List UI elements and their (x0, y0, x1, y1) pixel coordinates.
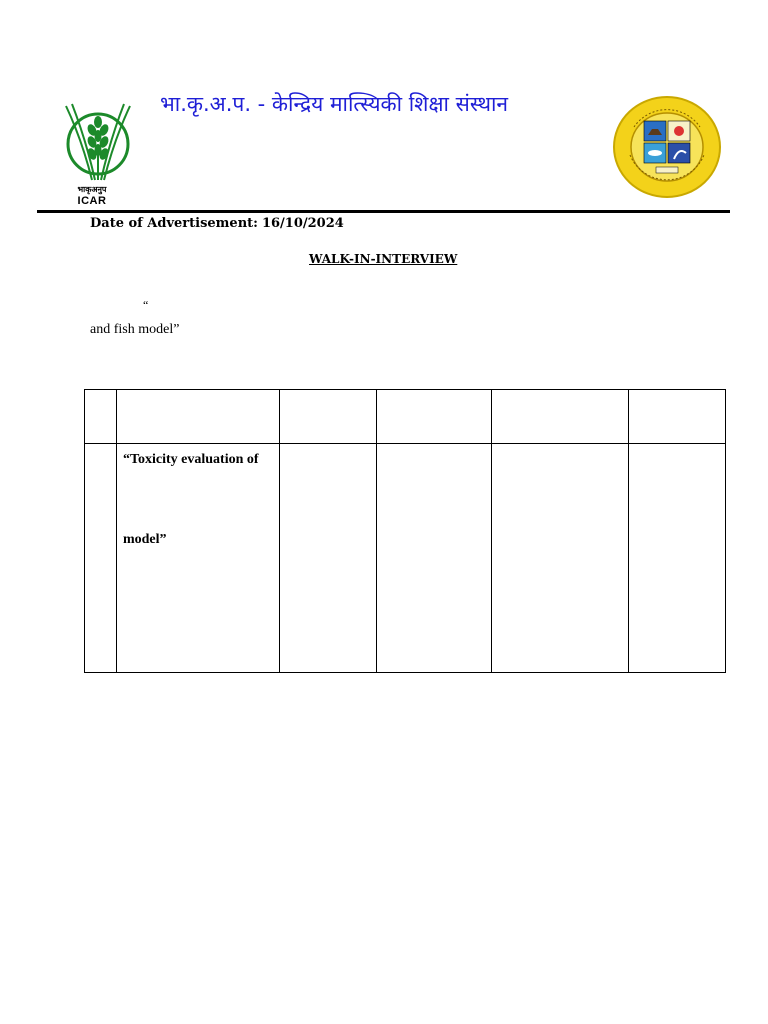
project-title-line2: model” (122, 532, 167, 547)
table-header-cell (492, 390, 629, 444)
table-cell (492, 444, 629, 673)
header-divider (37, 210, 730, 213)
intro-text: and fish model” (90, 322, 180, 337)
institute-title-hindi: भा.कृ.अ.प. - केन्द्रिय मात्स्यिकी शिक्षा संस्थान (160, 92, 509, 116)
table-cell (376, 444, 492, 673)
section-title: WALK-IN-INTERVIEW (309, 252, 458, 266)
table-header-cell (629, 390, 726, 444)
table-header-row (85, 390, 726, 444)
sl-cell (85, 444, 117, 673)
project-title-line1: “Toxicity evaluation of (122, 452, 259, 467)
intro-open-quote: “ (143, 298, 149, 312)
icar-logo (62, 100, 134, 210)
cife-seal-icon (612, 95, 722, 199)
project-cell (116, 444, 279, 673)
icar-logo-hindi-text: भाकृअनुप (77, 185, 107, 194)
table-header-cell (376, 390, 492, 444)
wheat-emblem-icon (62, 100, 134, 184)
advertisement-date-value: 16/10/2024 (261, 216, 344, 231)
advertisement-date-label: Date of Advertisement: (90, 216, 258, 231)
table-cell (629, 444, 726, 673)
advertisement-date (90, 216, 344, 231)
table-header-cell (279, 390, 376, 444)
table-header-cell (116, 390, 279, 444)
table-header-cell (85, 390, 117, 444)
table-row (85, 444, 726, 673)
icar-logo-text: ICAR (77, 195, 107, 207)
table-cell (279, 444, 376, 673)
posts-table (84, 389, 726, 673)
